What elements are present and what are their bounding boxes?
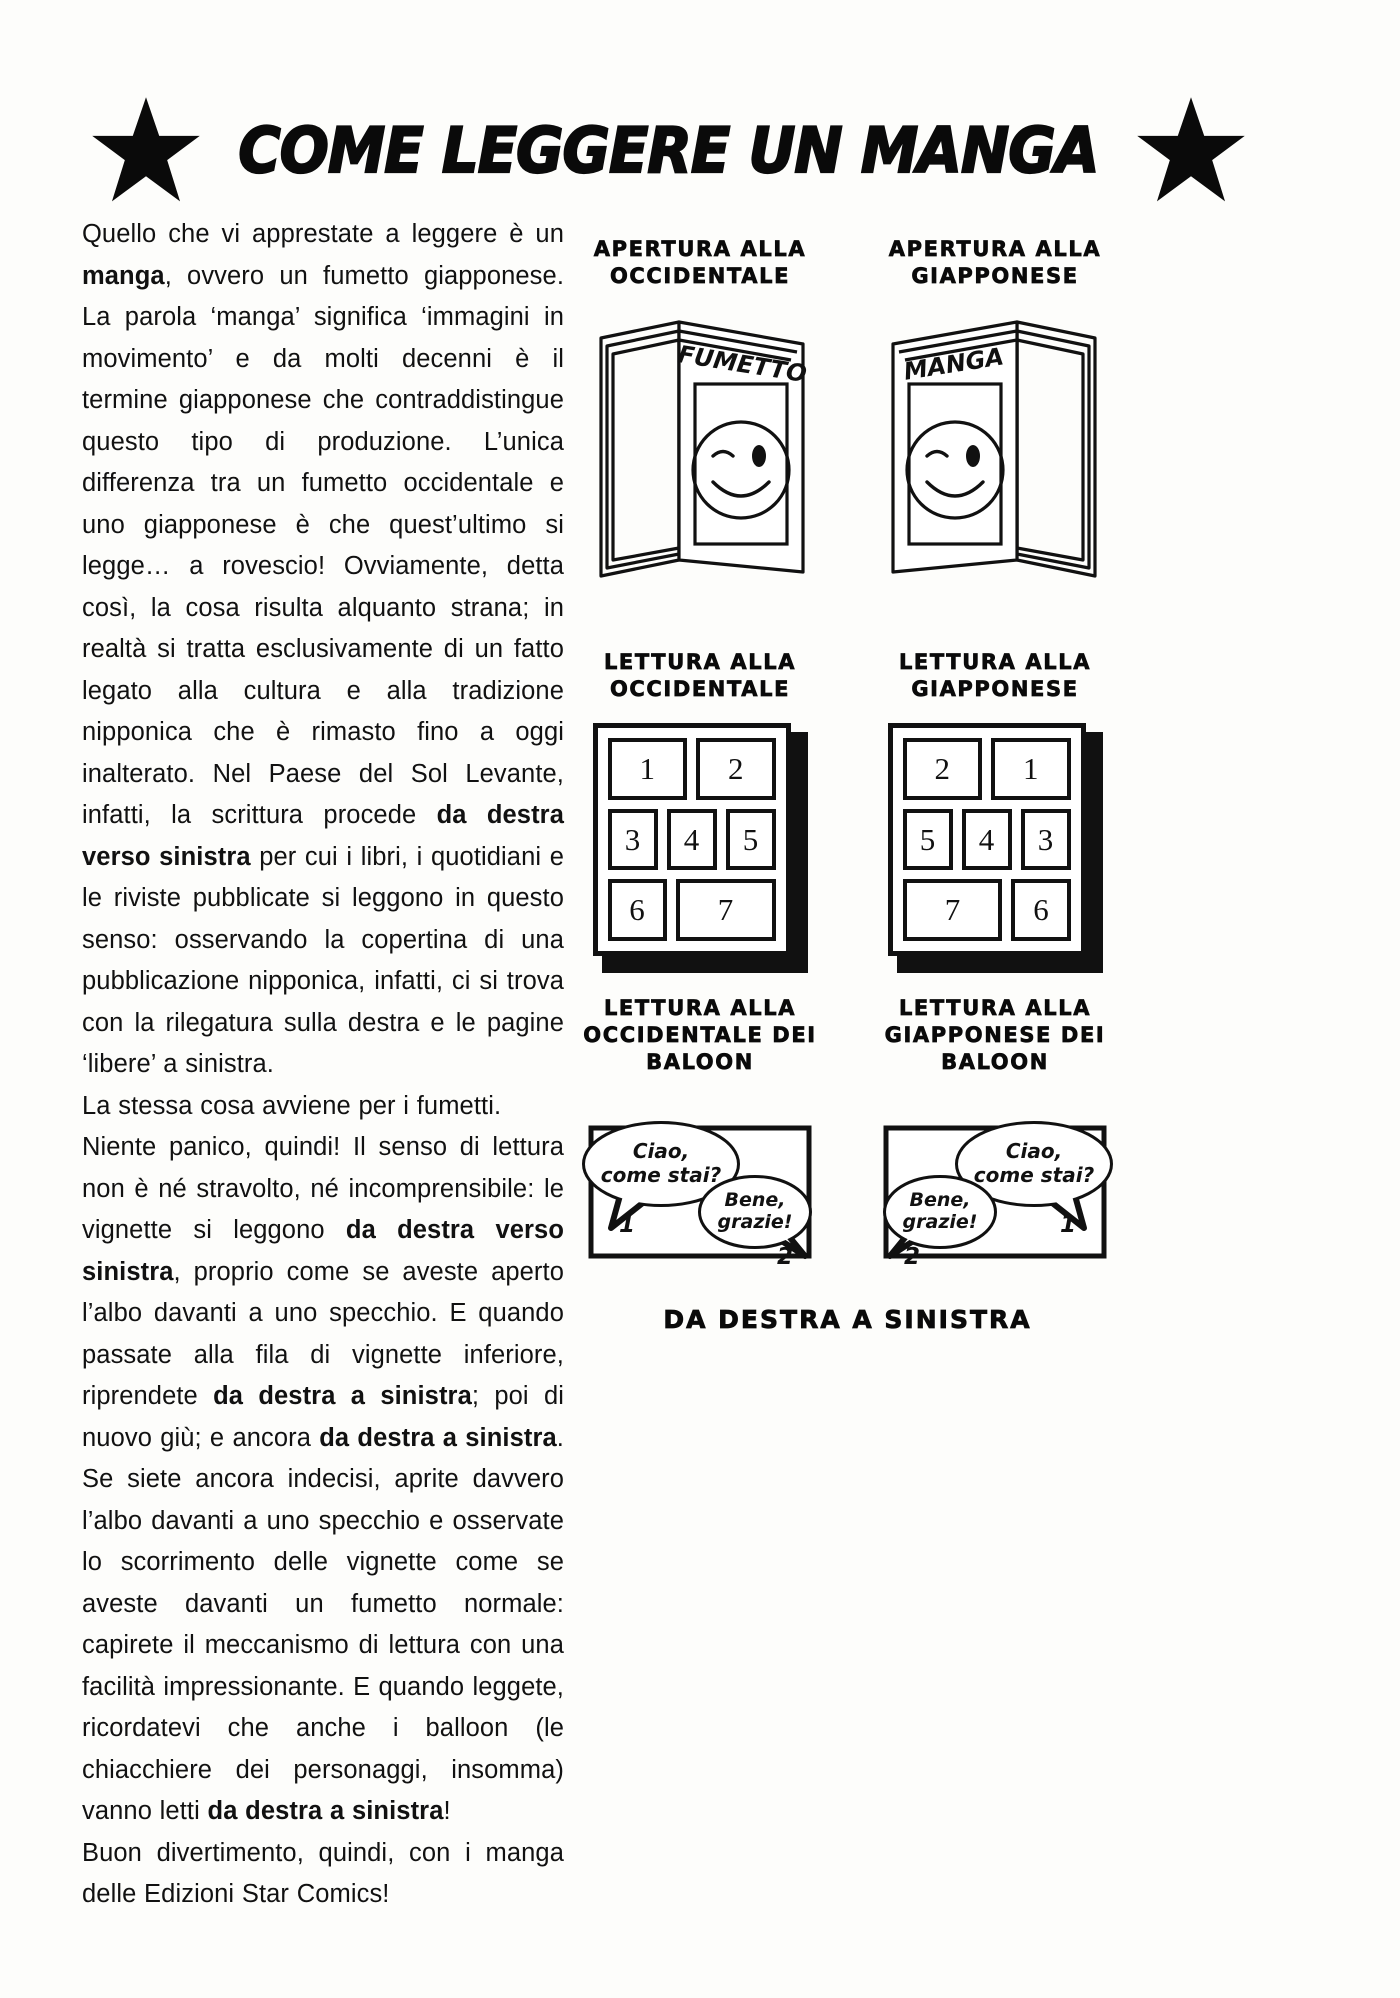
- star-icon: [1135, 97, 1247, 205]
- panel-cell: 7: [676, 879, 776, 941]
- balloon-a-line2: come stai?: [600, 1163, 722, 1187]
- balloon-a-line1: Ciao,: [1005, 1139, 1063, 1163]
- panel-cell: 5: [903, 809, 953, 871]
- balloon-b-line1: Bene,: [724, 1189, 786, 1211]
- balloon-panel-japanese: [870, 1098, 1120, 1271]
- panel-cell: 3: [1021, 809, 1071, 871]
- star-icon: [90, 97, 202, 205]
- book-cover-label-fumetto: FUMETTO: [675, 340, 809, 389]
- balloon-captions: [575, 995, 1120, 1076]
- panel-reading-western: [575, 649, 825, 973]
- paragraph-3: [82, 1127, 564, 1833]
- balloon-figures: [575, 1098, 1120, 1271]
- balloon-order-2: 2: [776, 1244, 794, 1270]
- figure-column: [575, 236, 1120, 1334]
- text-run: Quello che vi apprestate a leggere è un: [82, 220, 564, 248]
- text-run: , ovvero un fumetto giapponese. La parola ‘manga’ significa ‘immagini in movimento’ e da molti decenni è il termine giapponese che contraddistingue questo tipo di produzione. L’unica differenza tra un fumetto occidentale e uno giapponese è che quest’ultimo si legge… a rovescio! Ovviamente, detta così, la cosa risulta alquanto strana; in realtà si tratta esclusivamente di un fatto legato alla cultura e alla tradizione nipponica che è rimasto fino a oggi inalterato. Nel Paese del Sol Levante, infatti, la scrittura procede: [82, 261, 564, 829]
- balloon-b-line1: Bene,: [909, 1189, 971, 1211]
- page-header: [90, 96, 1120, 206]
- balloon-b-line2: grazie!: [717, 1211, 793, 1233]
- panel-cell: 7: [903, 879, 1003, 941]
- panel-row: [608, 879, 776, 941]
- panel-row: [608, 738, 776, 800]
- panel-cell: 1: [608, 738, 688, 800]
- bold-manga: manga: [82, 261, 165, 290]
- text-run: . Se siete ancora indecisi, aprite davvero l’albo davanti a uno specchio e osservate lo scorrimento delle vignette come se aveste davanti un fumetto normale: capirete il meccanismo di lettura con una facilità impressionante. E quando leggete, ricordatevi che anche i balloon (le chiacchiere dei personaggi, insomma) vanno letti: [82, 1423, 564, 1825]
- panel-cell: 6: [608, 879, 667, 941]
- panel-cell: 6: [1011, 879, 1070, 941]
- paragraph-4: Buon divertimento, quindi, con i manga delle Edizioni Star Comics!: [82, 1838, 564, 1908]
- book-western-illustration: [583, 310, 818, 615]
- text-run: !: [443, 1797, 451, 1825]
- balloon-a-line1: Ciao,: [632, 1139, 690, 1163]
- balloon-b-line2: grazie!: [902, 1211, 978, 1233]
- panel-grid-box: [888, 723, 1086, 956]
- panel-cell: 4: [962, 809, 1012, 871]
- paragraph-1: [82, 214, 564, 1086]
- caption-apertura-occidentale: APERTURA ALLA OCCIDENTALE: [593, 237, 807, 288]
- panel-cell: 4: [667, 809, 717, 871]
- bold-da-destra-a-sinistra: da destra a sinistra: [213, 1382, 472, 1410]
- balloon-order-2: 2: [903, 1244, 921, 1270]
- article-body: [82, 214, 564, 1916]
- caption-lettura-occidentale: LETTURA ALLA OCCIDENTALE: [603, 650, 797, 701]
- panel-row: [608, 809, 776, 871]
- panel-grid-western: [593, 723, 808, 973]
- panel-cell: 2: [696, 738, 776, 800]
- panel-row: [903, 738, 1071, 800]
- balloon-order-1: 1: [1059, 1212, 1077, 1238]
- bold-da-destra-a-sinistra-3: da destra a sinistra: [207, 1797, 444, 1825]
- text-run: , proprio come se aveste aperto l’albo davanti a uno specchio. E quando passate alla fila di vignette inferiore, riprendete: [82, 1257, 564, 1410]
- bold-da-destra-a-sinistra-2: da destra a sinistra: [319, 1423, 557, 1452]
- panel-cell: 5: [726, 809, 776, 871]
- panel-reading-figures: [575, 649, 1120, 973]
- caption-lettura-giapponese: LETTURA ALLA GIAPPONESE: [898, 650, 1092, 701]
- footer-caption: DA DESTRA A SINISTRA: [663, 1305, 1032, 1334]
- opening-japanese: [870, 236, 1120, 615]
- balloon-panel-western: [575, 1098, 825, 1271]
- balloon-caption-western-wrap: [575, 995, 825, 1076]
- book-japanese-illustration: [878, 310, 1113, 615]
- bold-da-destra-verso-sinistra: da destra verso sinistra: [82, 801, 564, 871]
- caption-apertura-giapponese: APERTURA ALLA GIAPPONESE: [888, 237, 1102, 288]
- text-run: per cui i libri, i quotidiani e le riviste pubblicate si leggono in questo senso: osservando la copertina di una pubblicazione nipponica, infatti, ci si trova con la rilegatura sulla destra e le pagine ‘libere’ a sinistra.: [82, 842, 564, 1078]
- panel-cell: 2: [903, 738, 983, 800]
- balloon-order-1: 1: [618, 1212, 636, 1238]
- text-run: ; poi di nuovo giù; e ancora: [82, 1382, 564, 1452]
- panel-row: [903, 879, 1071, 941]
- panel-grid-box: [593, 723, 791, 956]
- balloon-illustration-western: [575, 1106, 825, 1271]
- balloon-caption-japanese-wrap: [870, 995, 1120, 1076]
- caption-lettura-giapponese-baloon: LETTURA ALLA GIAPPONESE DEI BALOON: [884, 996, 1106, 1074]
- caption-lettura-occidentale-baloon: LETTURA ALLA OCCIDENTALE DEI BALOON: [583, 996, 817, 1074]
- page-title: COME LEGGERE UN MANGA: [238, 114, 1099, 187]
- panel-row: [903, 809, 1071, 871]
- panel-reading-japanese: [870, 649, 1120, 973]
- bold-da-destra-verso-sinistra-2: da destra verso sinistra: [82, 1216, 564, 1286]
- panel-grid-japanese: [888, 723, 1103, 973]
- book-cover-label-manga: MANGA: [901, 342, 1006, 386]
- opening-western: [575, 236, 825, 615]
- paragraph-2: La stessa cosa avviene per i fumetti.: [82, 1091, 502, 1120]
- text-run: Niente panico, quindi! Il senso di lettura non è né stravolto, né incomprensibile: le vignette si leggono: [82, 1133, 564, 1244]
- opening-figures: [575, 236, 1120, 615]
- panel-cell: 3: [608, 809, 658, 871]
- panel-cell: 1: [991, 738, 1071, 800]
- balloon-illustration-japanese: [870, 1106, 1120, 1271]
- balloon-a-line2: come stai?: [973, 1163, 1095, 1187]
